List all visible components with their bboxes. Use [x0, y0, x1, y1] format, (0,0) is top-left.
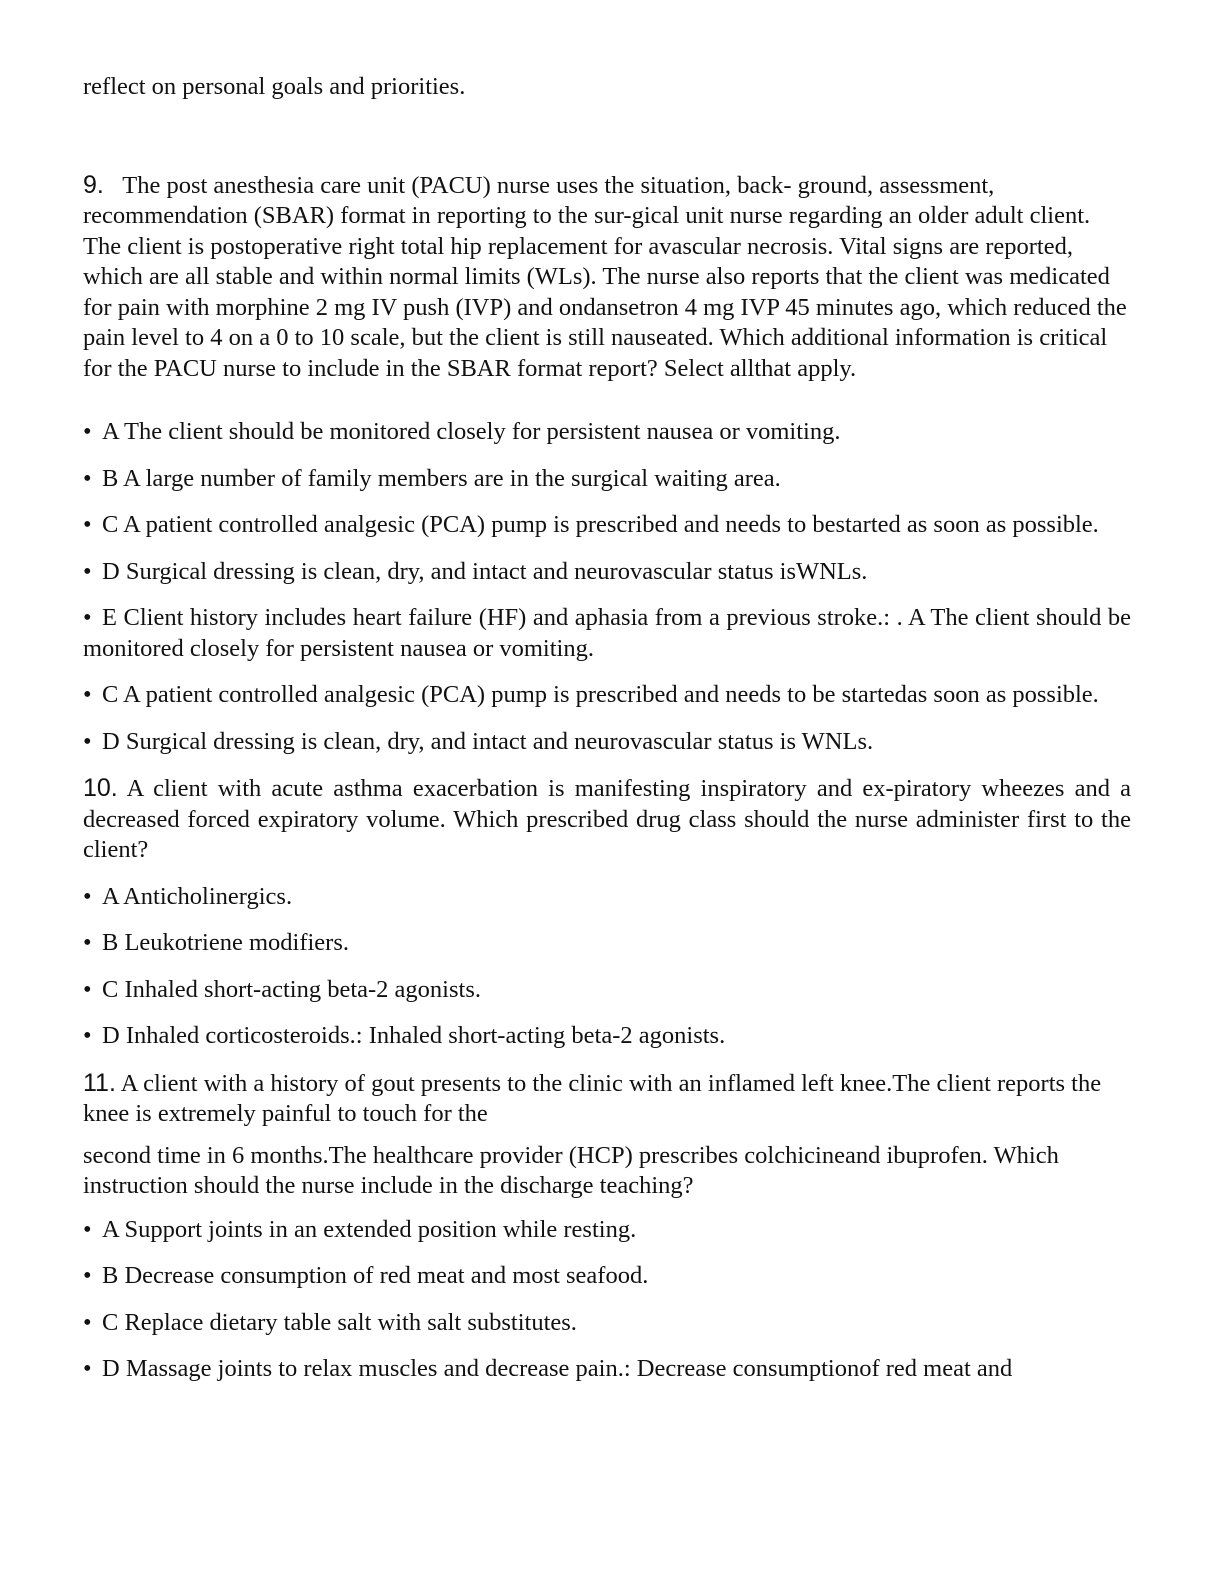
option-text: D Surgical dressing is clean, dry, and intact and neurovascular status isWNLs. [102, 557, 868, 585]
bullet-icon: • [83, 681, 92, 708]
question-text: A client with a history of gout presents to the clinic with an inflamed left knee.The client reports the knee is extremely painful to touch for the [83, 1069, 1102, 1127]
intro-line: reflect on personal goals and priorities. [83, 73, 466, 100]
document-page [83, 72, 1131, 1385]
question-9 [83, 170, 1131, 758]
option-text: A Anticholinergics. [102, 882, 293, 910]
option-item [83, 603, 1131, 664]
question-stem-continued: second time in 6 months.The healthcare provider (HCP) prescribes colchicineand ibuprofen. Which instruction should the nurse include in the discharge teaching? [83, 1141, 1059, 1199]
option-item [83, 1308, 1131, 1339]
bullet-icon: • [83, 464, 92, 492]
question-stem [83, 170, 1131, 385]
question-number: 11. [83, 1068, 116, 1097]
option-text: D Massage joints to relax muscles and decrease pain.: Decrease consumptionof red meat and [102, 1355, 1013, 1382]
bullet-icon: • [83, 511, 92, 538]
option-text: C A patient controlled analgesic (PCA) pump is prescribed and needs to be startedas soon as possible. [102, 681, 1099, 708]
option-item [83, 882, 1131, 913]
option-text: B Leukotriene modifiers. [102, 929, 349, 956]
option-item [83, 510, 1131, 541]
bullet-icon: • [83, 604, 92, 631]
bullet-icon: • [83, 975, 92, 1003]
option-item [83, 1261, 1131, 1292]
question-text: A client with acute asthma exacerbation is manifesting inspiratory and ex-piratory wheezes and a decreased forced expiratory volume. Which prescribed drug class should the nurse administer first to the client? [83, 775, 1131, 863]
option-item [83, 557, 1131, 588]
option-item [83, 928, 1131, 959]
option-text: B Decrease consumption of red meat and most seafood. [102, 1262, 649, 1289]
option-item [83, 464, 1131, 495]
option-item [83, 1215, 1131, 1246]
bullet-icon: • [83, 929, 92, 956]
option-item [83, 1021, 1131, 1052]
bullet-icon: • [83, 1355, 92, 1382]
bullet-icon: • [83, 1022, 92, 1049]
bullet-icon: • [83, 1308, 92, 1336]
question-10 [83, 773, 1131, 1052]
option-item [83, 727, 1131, 758]
option-text: B A large number of family members are in the surgical waiting area. [102, 464, 781, 492]
option-text: A The client should be monitored closely for persistent nausea or vomiting. [102, 418, 841, 445]
option-item [83, 1354, 1131, 1385]
option-item [83, 417, 1131, 448]
option-text: C A patient controlled analgesic (PCA) pump is prescribed and needs to bestarted as soon as possible. [102, 511, 1099, 538]
bullet-icon: • [83, 727, 92, 755]
bullet-icon: • [83, 1215, 92, 1243]
option-text: A Support joints in an extended position while resting. [102, 1215, 637, 1243]
bullet-icon: • [83, 557, 92, 585]
question-stem [83, 773, 1131, 866]
bullet-icon: • [83, 1262, 92, 1289]
question-stem [83, 1068, 1131, 1130]
option-text: C Inhaled short-acting beta-2 agonists. [102, 975, 481, 1003]
question-number: 9. [83, 170, 104, 199]
option-text: D Inhaled corticosteroids.: Inhaled short-acting beta-2 agonists. [102, 1022, 726, 1049]
question-11 [83, 1068, 1131, 1385]
option-text: E Client history includes heart failure (HF) and aphasia from a previous stroke.: . A The client should be monitored closely for persistent nausea or vomiting. [83, 604, 1131, 662]
question-text: The post anesthesia care unit (PACU) nurse uses the situation, back- ground, assessment, recommendation (SBAR) format in reporting to the sur-gical unit nurse regarding an older adult client. The client is postoperative right total hip replacement for avascular necrosis. Vital signs are reported, which are all stable and within normal limits (WLs). The nurse also reports that the client was medicated for pain with morphine 2 mg IV push (IVP) and ondansetron 4 mg IVP 45 minutes ago, which reduced the pain level to 4 on a 0 to 10 scale, but the client is still nauseated. Which additional information is critical for the PACU nurse to include in the SBAR format report? Select allthat apply. [83, 171, 1127, 382]
option-item [83, 975, 1131, 1006]
option-text: D Surgical dressing is clean, dry, and intact and neurovascular status is WNLs. [102, 727, 874, 755]
option-item [83, 680, 1131, 711]
bullet-icon: • [83, 882, 92, 910]
bullet-icon: • [83, 418, 92, 445]
option-text: C Replace dietary table salt with salt substitutes. [102, 1308, 577, 1336]
question-number: 10. [83, 774, 118, 802]
